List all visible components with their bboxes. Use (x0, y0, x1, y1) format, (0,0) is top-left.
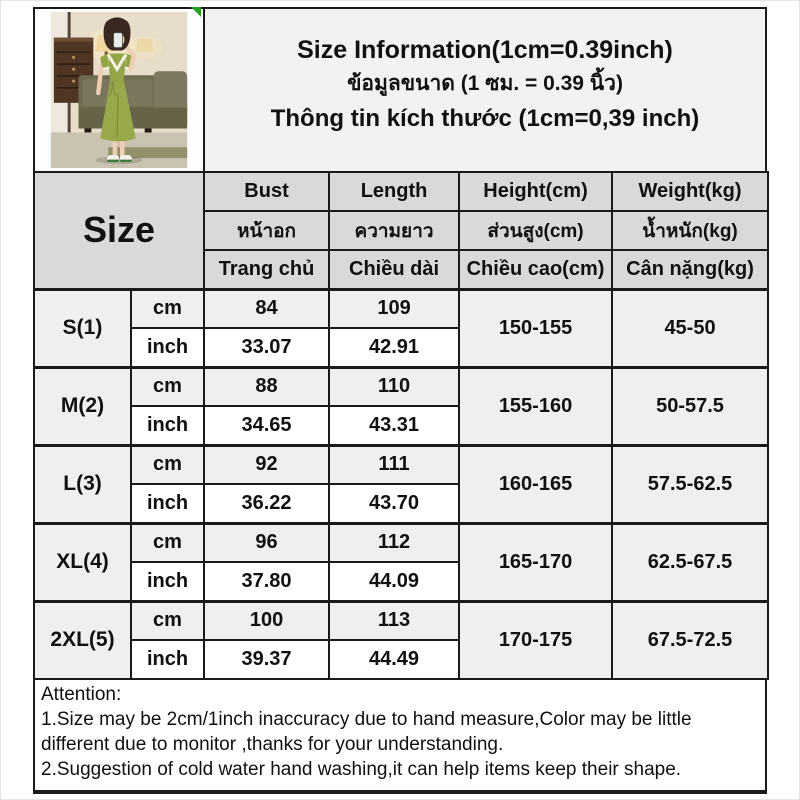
col-header-height-th: ส่วนสูง(cm) (459, 211, 612, 250)
bust-cm-value: 96 (204, 523, 329, 562)
col-header-length-vi: Chiều dài (329, 250, 459, 289)
col-header-bust-vi: Trang chủ (204, 250, 329, 289)
table-row (34, 367, 768, 406)
attention-notes (33, 680, 767, 794)
height-range: 160-165 (459, 445, 612, 523)
height-range: 155-160 (459, 367, 612, 445)
col-header-height-vi: Chiều cao(cm) (459, 250, 612, 289)
title-vietnamese: Thông tin kích thước (1cm=0,39 inch) (270, 105, 700, 132)
title-thai: ข้อมูลขนาด (1 ซม. = 0.39 นิ้ว) (347, 72, 623, 95)
col-header-weight-vi: Cân nặng(kg) (612, 250, 768, 289)
size-chart-sheet (33, 7, 767, 794)
unit-cm: cm (131, 367, 204, 406)
bust-cm-value: 84 (204, 289, 329, 328)
bust-inch-value: 36.22 (204, 484, 329, 523)
length-inch-value: 42.91 (329, 328, 459, 367)
corner-marker-icon (191, 7, 201, 17)
weight-range: 57.5-62.5 (612, 445, 768, 523)
height-range: 165-170 (459, 523, 612, 601)
unit-inch: inch (131, 640, 204, 679)
length-cm-value: 109 (329, 289, 459, 328)
table-row (34, 523, 768, 562)
size-label-l: L(3) (34, 445, 131, 523)
height-range: 150-155 (459, 289, 612, 367)
col-header-length-en: Length (329, 172, 459, 211)
title-block (205, 9, 765, 171)
unit-inch: inch (131, 484, 204, 523)
attention-note-1: 1.Size may be 2cm/1inch inaccuracy due to hand measure,Color may be little different due to monitor ,thanks for your understanding. (41, 709, 692, 755)
title-english: Size Information(1cm=0.39inch) (297, 36, 673, 64)
product-photo (50, 12, 188, 168)
length-cm-value: 110 (329, 367, 459, 406)
height-range: 170-175 (459, 601, 612, 679)
bust-cm-value: 92 (204, 445, 329, 484)
size-table (33, 171, 769, 680)
unit-cm: cm (131, 289, 204, 328)
size-label-m: M(2) (34, 367, 131, 445)
product-photo-cell (35, 9, 205, 171)
col-header-bust-th: หน้าอก (204, 211, 329, 250)
unit-inch: inch (131, 562, 204, 601)
table-row (34, 601, 768, 640)
bust-cm-value: 100 (204, 601, 329, 640)
header-section (33, 7, 767, 171)
length-cm-value: 113 (329, 601, 459, 640)
bust-inch-value: 37.80 (204, 562, 329, 601)
unit-cm: cm (131, 445, 204, 484)
bust-inch-value: 39.37 (204, 640, 329, 679)
size-label-xl: XL(4) (34, 523, 131, 601)
attention-heading: Attention: (41, 684, 122, 705)
weight-range: 45-50 (612, 289, 768, 367)
unit-inch: inch (131, 406, 204, 445)
weight-range: 50-57.5 (612, 367, 768, 445)
bust-cm-value: 88 (204, 367, 329, 406)
attention-note-2: 2.Suggestion of cold water hand washing,it can help items keep their shape. (41, 759, 682, 780)
col-header-weight-th: น้ำหนัก(kg) (612, 211, 768, 250)
length-cm-value: 111 (329, 445, 459, 484)
unit-cm: cm (131, 523, 204, 562)
length-inch-value: 43.31 (329, 406, 459, 445)
length-inch-value: 44.09 (329, 562, 459, 601)
unit-inch: inch (131, 328, 204, 367)
length-cm-value: 112 (329, 523, 459, 562)
col-header-bust-en: Bust (204, 172, 329, 211)
unit-cm: cm (131, 601, 204, 640)
weight-range: 67.5-72.5 (612, 601, 768, 679)
col-header-length-th: ความยาว (329, 211, 459, 250)
weight-range: 62.5-67.5 (612, 523, 768, 601)
col-header-weight-en: Weight(kg) (612, 172, 768, 211)
bust-inch-value: 34.65 (204, 406, 329, 445)
size-label-s: S(1) (34, 289, 131, 367)
length-inch-value: 43.70 (329, 484, 459, 523)
bust-inch-value: 33.07 (204, 328, 329, 367)
col-header-height-en: Height(cm) (459, 172, 612, 211)
size-header-cell: Size (34, 172, 204, 289)
table-row (34, 289, 768, 328)
length-inch-value: 44.49 (329, 640, 459, 679)
table-row (34, 445, 768, 484)
size-label-2xl: 2XL(5) (34, 601, 131, 679)
